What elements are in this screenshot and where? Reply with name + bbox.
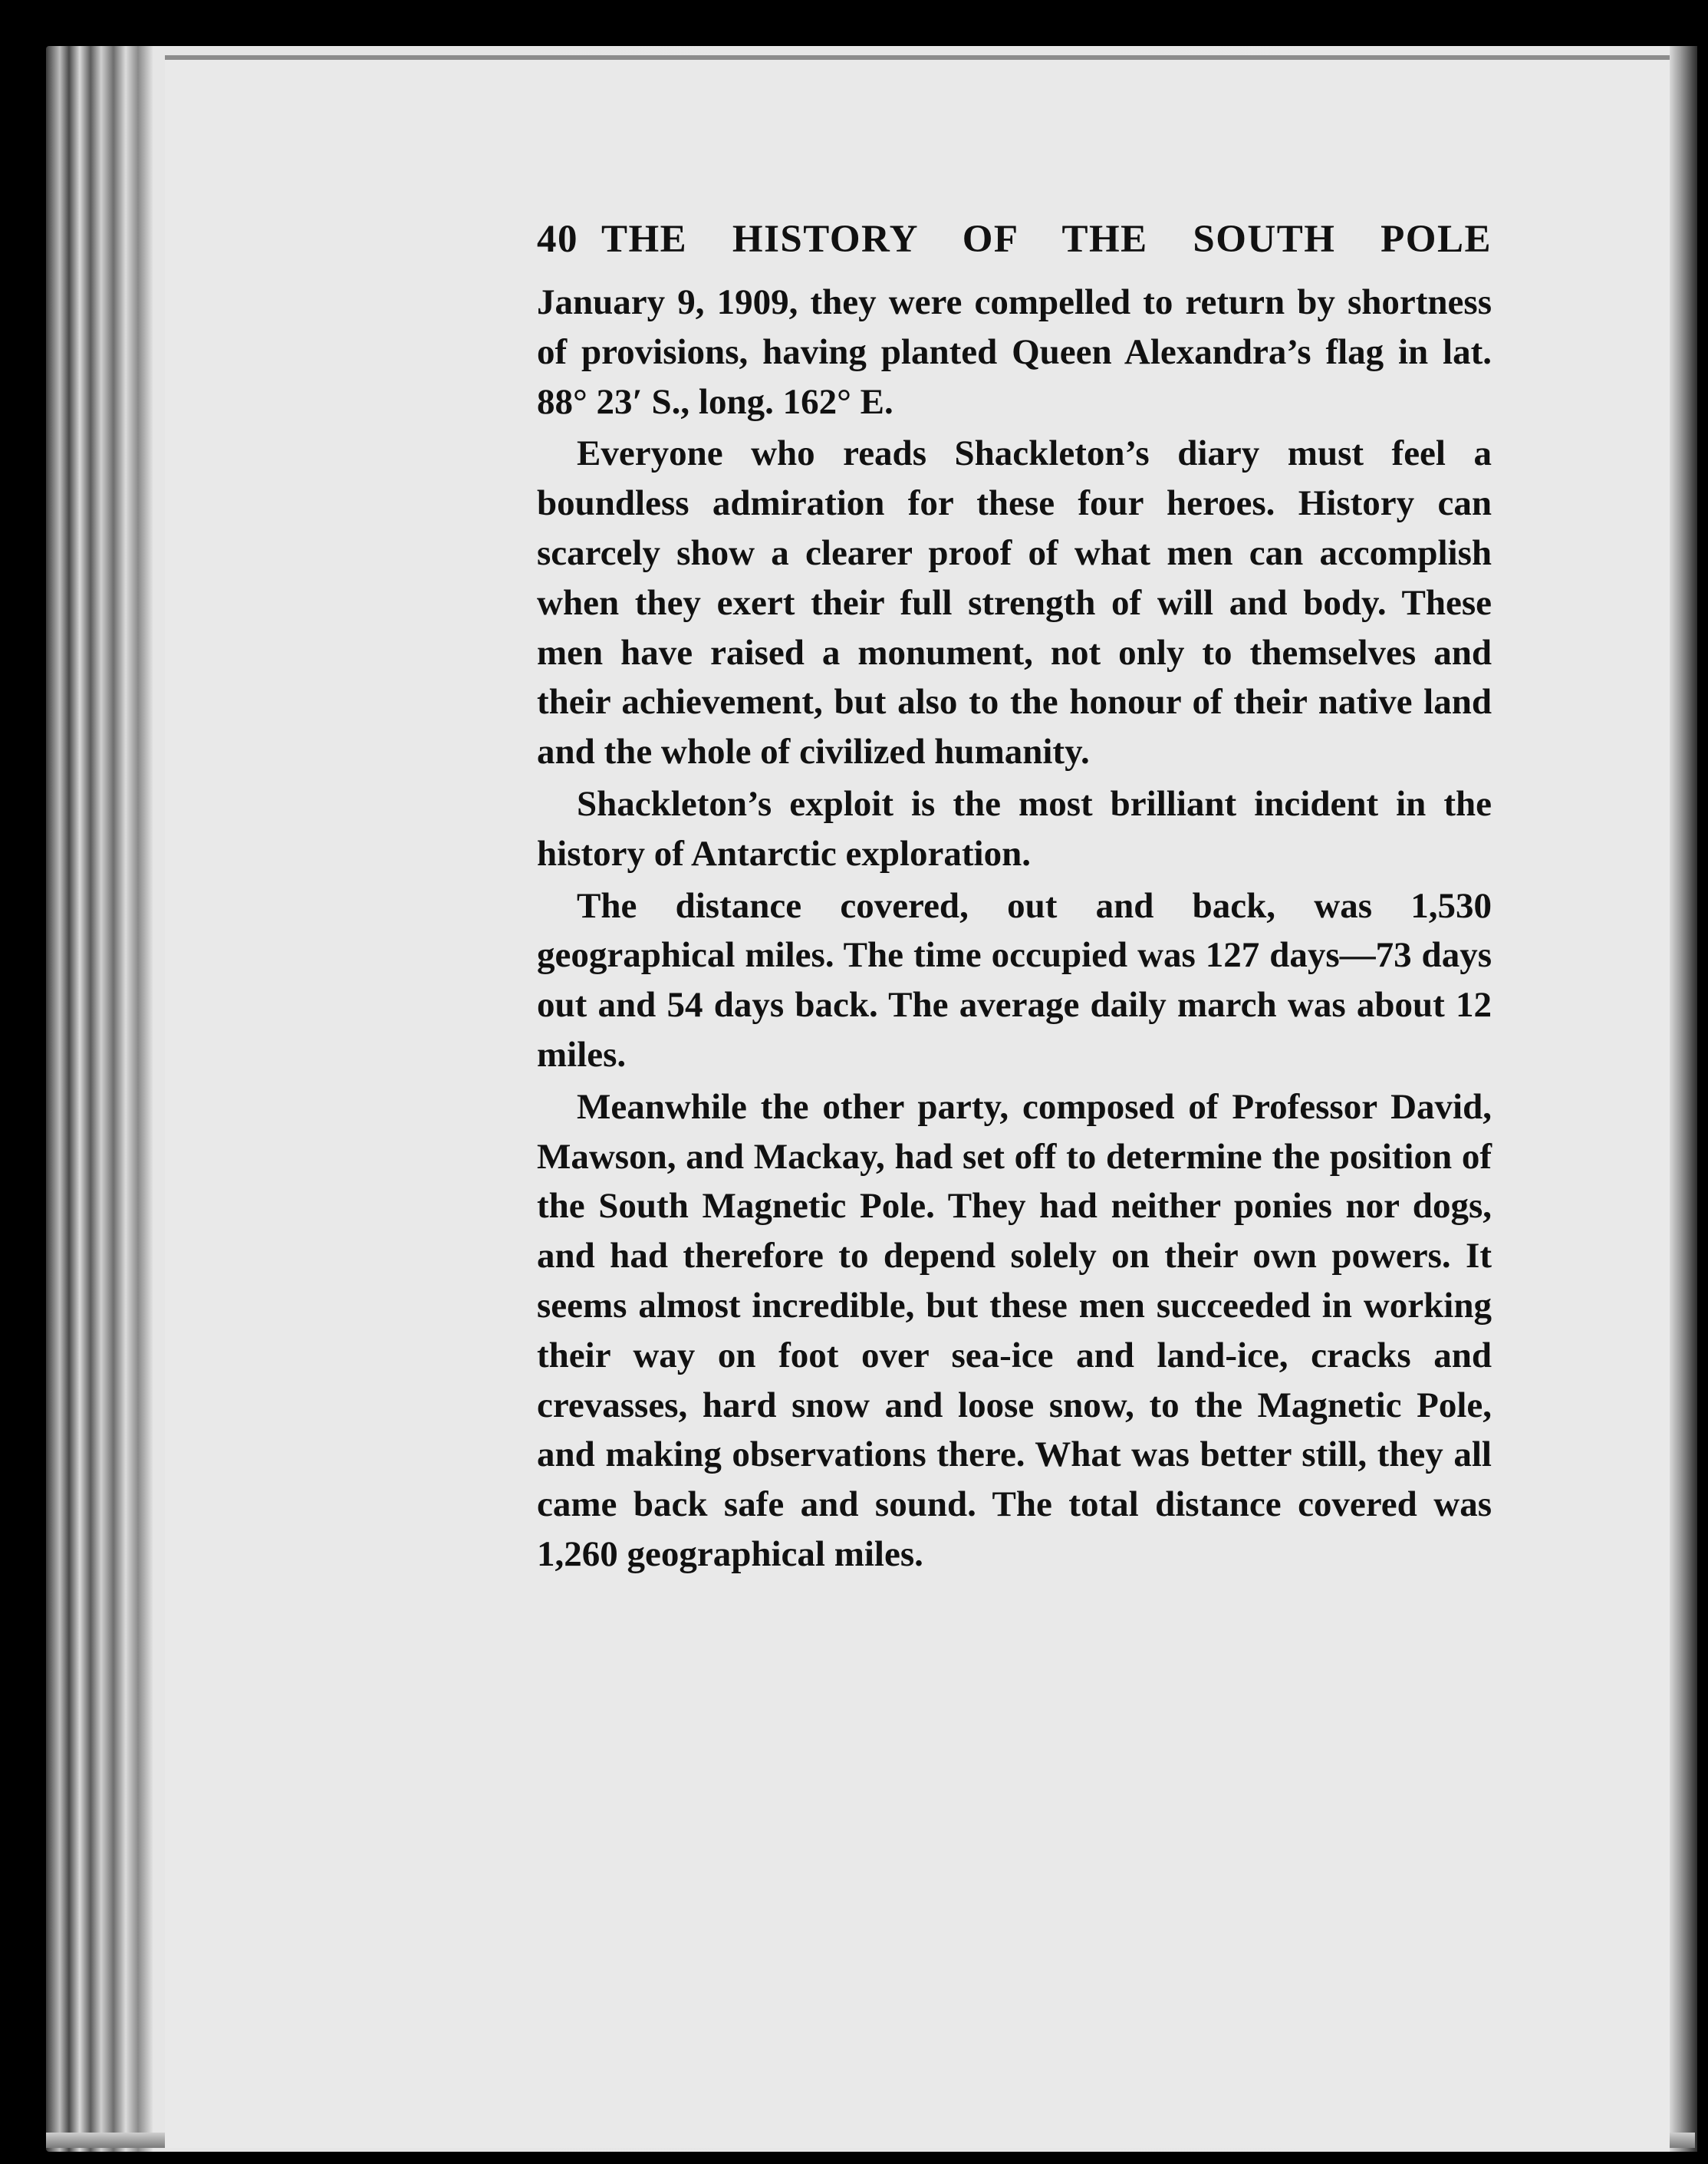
book-right-edge: [1670, 46, 1697, 2152]
page-top-border: [165, 55, 1670, 60]
paragraph-4: The distance covered, out and back, was 1,530 geographical miles. The time occupied was 127 days—73 days out and 54 days back. The average daily march was about 12 miles.: [537, 885, 1492, 1075]
paragraph-3: Shackleton’s exploit is the most brilliant incident in the history of Antarctic exploration.: [537, 783, 1492, 874]
running-head: [537, 215, 1492, 264]
page-text-block: [537, 215, 1492, 1582]
paragraph-5: Meanwhile the other party, composed of Professor David, Mawson, and Mackay, had set off to determine the position of the South Magnetic Pole. They had neither ponies nor dogs, and had therefore to depend solely on their own powers. It seems almost incredible, but these men succeeded in working their way on foot over sea-ice and land-ice, cracks and crevasses, hard snow and loose snow, to the Magnetic Pole, and making observations there. What was better still, they all came back safe and sound. The total distance covered was 1,260 geographical miles.: [537, 1086, 1492, 1574]
page-number: 40: [537, 218, 578, 261]
paragraph-1: January 9, 1909, they were compelled to return by shortness of provisions, having planted Queen Alexandra’s flag in lat. 88° 23′ S., long. 162° E.: [537, 282, 1492, 422]
paragraph-2: Everyone who reads Shackleton’s diary must feel a boundless admiration for these four heroes. History can scarcely show a clearer proof of what men can accomplish when they exert their full strength of will and body. These men have raised a monument, not only to themselves and their achievement, but also to the honour of their native land and the whole of civilized humanity.: [537, 433, 1492, 772]
running-title: THE HISTORY OF THE SOUTH POLE: [601, 218, 1492, 261]
